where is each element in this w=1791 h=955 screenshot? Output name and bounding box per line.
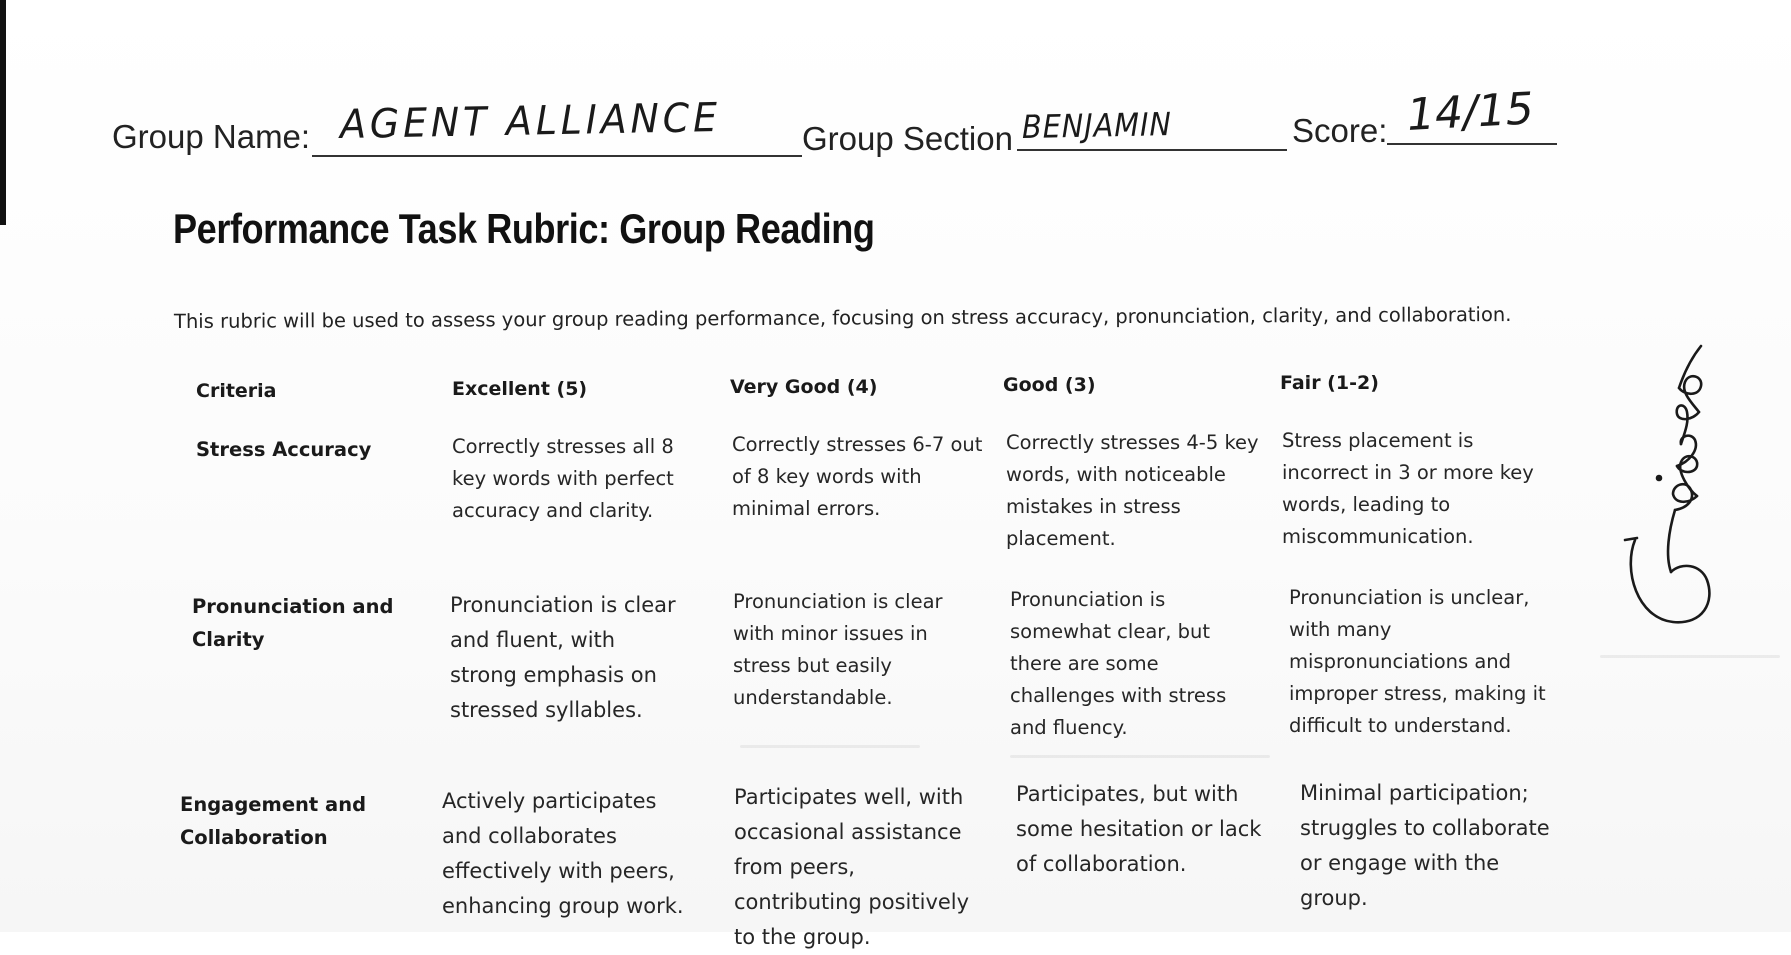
scan-smudge	[1600, 655, 1780, 658]
cell-pronunciation-very-good: Pronunciation is clear with minor issues in stress but easily understandable.	[733, 590, 943, 709]
header-line	[112, 83, 1572, 170]
scan-smudge	[1010, 755, 1270, 758]
column-header-very-good: Very Good (4)	[730, 376, 878, 398]
group-name-value: AGENT ALLIANCE	[339, 95, 722, 148]
criteria-stress-accuracy: Stress Accuracy	[196, 438, 372, 461]
score-label: Score:	[1292, 112, 1388, 149]
group-section-underline	[1017, 149, 1287, 151]
scan-smudge	[740, 745, 920, 748]
score-underline	[1387, 143, 1557, 145]
column-header-criteria: Criteria	[196, 380, 277, 402]
column-header-excellent: Excellent (5)	[452, 378, 588, 400]
group-section-label: Group Section	[802, 120, 1013, 157]
cell-stress-fair: Stress placement is incorrect in 3 or more key words, leading to miscommunication.	[1282, 429, 1534, 548]
scan-edge	[0, 0, 6, 225]
cell-engagement-fair: Minimal participation; struggles to collaborate or engage with the group.	[1300, 781, 1550, 910]
cell-engagement-excellent: Actively participates and collaborates effectively with peers, enhancing group work.	[442, 789, 684, 918]
cell-pronunciation-good: Pronunciation is somewhat clear, but there are some challenges with stress and fluency.	[1010, 588, 1227, 739]
cell-pronunciation-fair: Pronunciation is unclear, with many mispronunciations and improper stress, making it difficult to understand.	[1289, 586, 1546, 737]
group-name-label: Group Name:	[112, 118, 311, 155]
column-header-good: Good (3)	[1003, 374, 1096, 396]
group-name-underline	[312, 155, 802, 157]
intro-text: This rubric will be used to assess your group reading performance, focusing on stress accuracy, pronunciation, clarity, and collaboration.	[173, 302, 1512, 333]
page-title: Performance Task Rubric: Group Reading	[173, 205, 875, 252]
criteria-engagement-collaboration: Engagement and Collaboration	[180, 793, 367, 849]
cell-stress-very-good: Correctly stresses 6-7 out of 8 key words with minimal errors.	[732, 433, 983, 520]
column-header-fair: Fair (1-2)	[1280, 372, 1379, 394]
group-section-value: BENJAMIN	[1021, 105, 1173, 146]
signature-mark	[1615, 340, 1725, 630]
cell-engagement-very-good: Participates well, with occasional assistance from peers, contributing positively to the group.	[734, 785, 970, 949]
score-value: 14/15	[1405, 83, 1535, 141]
cell-pronunciation-excellent: Pronunciation is clear and fluent, with strong emphasis on stressed syllables.	[450, 593, 676, 722]
cell-stress-good: Correctly stresses 4-5 key words, with noticeable mistakes in stress placement.	[1006, 431, 1259, 550]
cell-stress-excellent: Correctly stresses all 8 key words with perfect accuracy and clarity.	[452, 435, 674, 522]
criteria-pronunciation-clarity: Pronunciation and Clarity	[192, 595, 394, 651]
cell-engagement-good: Participates, but with some hesitation or lack of collaboration.	[1016, 782, 1262, 876]
